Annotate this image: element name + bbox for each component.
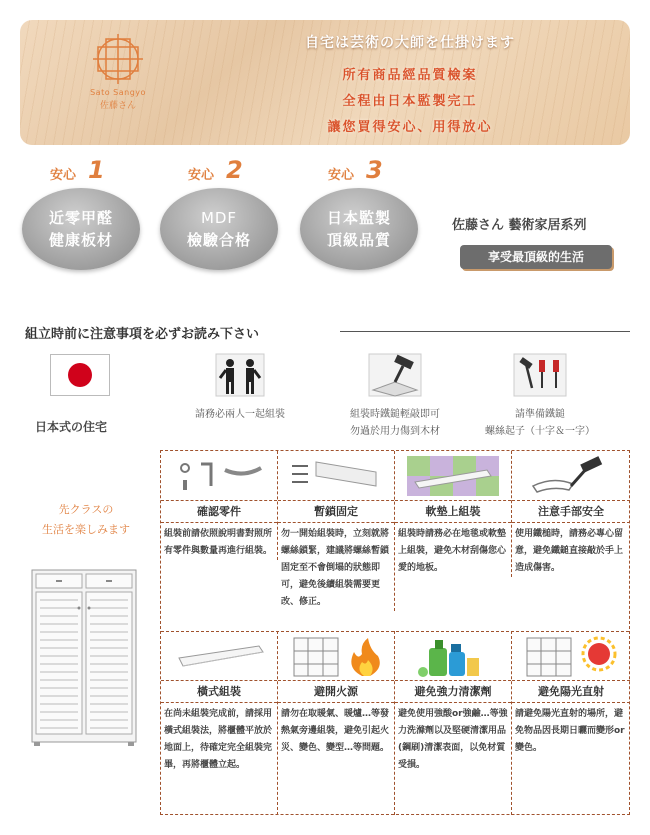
japan-house-caption: 日本式の住宅 [35,420,108,434]
series-title: 佐藤さん 藝術家居系列 [452,218,587,233]
safety-badge-2 [160,156,280,270]
sun-icon [521,634,621,678]
badge-tag: 安心 [50,168,77,183]
tip-avoid-strong-cleaner [395,631,512,815]
series-block [452,214,622,269]
tip-text: 組裝前請依照說明書對照所有零件與數量再進行組裝。 [164,529,273,556]
badge-number: 1 [88,156,105,184]
icon-japan-house [25,350,135,400]
badge-number: 3 [366,156,383,184]
hammer-board-icon [365,352,425,398]
safety-badge-1 [22,156,142,270]
badge-line: 近零甲醛 [48,209,113,227]
badge-circle [22,188,140,270]
logo-mark-icon [91,32,145,86]
slogan-headline: 自宅は芸術の大師を仕掛けます [305,35,515,51]
two-people-icon [212,352,268,398]
tip-check-parts [161,451,278,560]
left-tagline [22,500,150,540]
hand-hammer-icon [523,456,619,496]
badge-line: 日本監製 [326,209,391,227]
slogan-line: 讓您買得安心、用得放心 [327,120,493,135]
parts-icon [171,456,267,496]
icon-caption: 請務必兩人一起組裝 [195,409,285,420]
cleaner-icon [403,634,503,678]
badge-line: 檢驗合格 [186,231,251,249]
screws-icon [286,456,386,496]
tip-text: 使用鐵槌時，請務必專心留意，避免鐵鎚直接敲於手上造成傷害。 [515,529,624,573]
tip-horizontal-assembly [161,631,278,815]
badge-line: 健康板材 [48,231,113,249]
tip-text: 請避免陽光直射的場所，避免物品因長期日曬而變形or變色。 [515,709,625,753]
tip-hand-safety [512,451,630,577]
icon-two-people [185,350,295,423]
tip-title: 軟墊上組裝 [395,501,511,523]
badge-circle [300,188,418,270]
left-tag-line: 先クラスの [58,503,114,516]
slogan-line: 所有商品經品質檢案 [342,68,478,83]
tools-icon [512,352,568,398]
brand-name-jp: 佐藤さん [99,101,136,111]
icon-tools [470,350,610,440]
brand-logo [78,32,158,111]
tip-title: 避免陽光直射 [512,681,630,703]
left-tag-line: 生活を楽しみます [42,523,130,536]
badge-tag: 安心 [328,168,355,183]
japan-flag-icon [50,354,110,396]
badge-line: 頂級品質 [326,231,391,249]
tip-title: 避開火源 [278,681,394,703]
tip-temporary-fix [278,451,395,611]
tip-avoid-fire [278,631,395,815]
safety-badge-3 [300,156,420,270]
icon-hammer-board [335,350,455,440]
tip-title: 確認零件 [161,501,277,523]
brand-name: Sato Sangyo [90,88,146,97]
top-banner [20,20,630,145]
mat-icon [403,454,503,498]
slogan-line: 全程由日本監製完工 [342,94,478,109]
tip-title: 橫式組裝 [161,681,277,703]
assembly-tips-grid [160,450,630,815]
badge-number: 2 [226,156,243,184]
tip-avoid-sunlight [512,631,630,815]
notice-heading: 組立時前に注意事項を必ずお読み下さい [25,327,260,342]
tip-title: 暫鎖固定 [278,501,394,523]
shoe-cabinet-image [30,568,138,748]
tip-title: 避免強力清潔劑 [395,681,511,703]
divider [340,331,630,332]
badge-line: MDF [200,209,238,227]
series-pill: 享受最頂級的生活 [460,245,612,269]
fire-icon [286,634,386,678]
tip-text: 在尚未組裝完成前，請採用橫式組裝法，將櫃體平放於地面上，待確定完全組裝完畢，再將櫃體立起。 [164,709,273,770]
tip-mat-assembly [395,451,512,577]
tip-text: 請勿在取暖氣、暖爐…等發熱氣旁邊組裝，避免引起火災、變色、變型…等問題。 [281,709,390,753]
icon-caption: 請準備鐵鎚 螺絲起子（十字＆一字） [485,409,595,437]
slogan [220,32,600,135]
flat-board-icon [169,636,269,676]
badge-tag: 安心 [188,168,215,183]
tip-text: 勿一開始組裝時，立刻就將螺絲鎖緊，建議將螺絲暫鎖固定至不會倒塌的狀態即可，避免後續組裝需要更改、修正。 [281,529,390,607]
badge-circle [160,188,278,270]
tip-text: 避免使用強酸or強鹼…等強力洗滌劑以及堅硬清潔用品(鋼刷)清潔表面，以免材質受損。 [398,709,508,770]
tip-text: 組裝時請務必在地毯或軟墊上組裝，避免木材刮傷您心愛的地板。 [398,529,507,573]
icon-caption: 組裝時鐵鎚輕敲即可 勿過於用力傷到木材 [350,409,440,437]
tip-title: 注意手部安全 [512,501,630,523]
